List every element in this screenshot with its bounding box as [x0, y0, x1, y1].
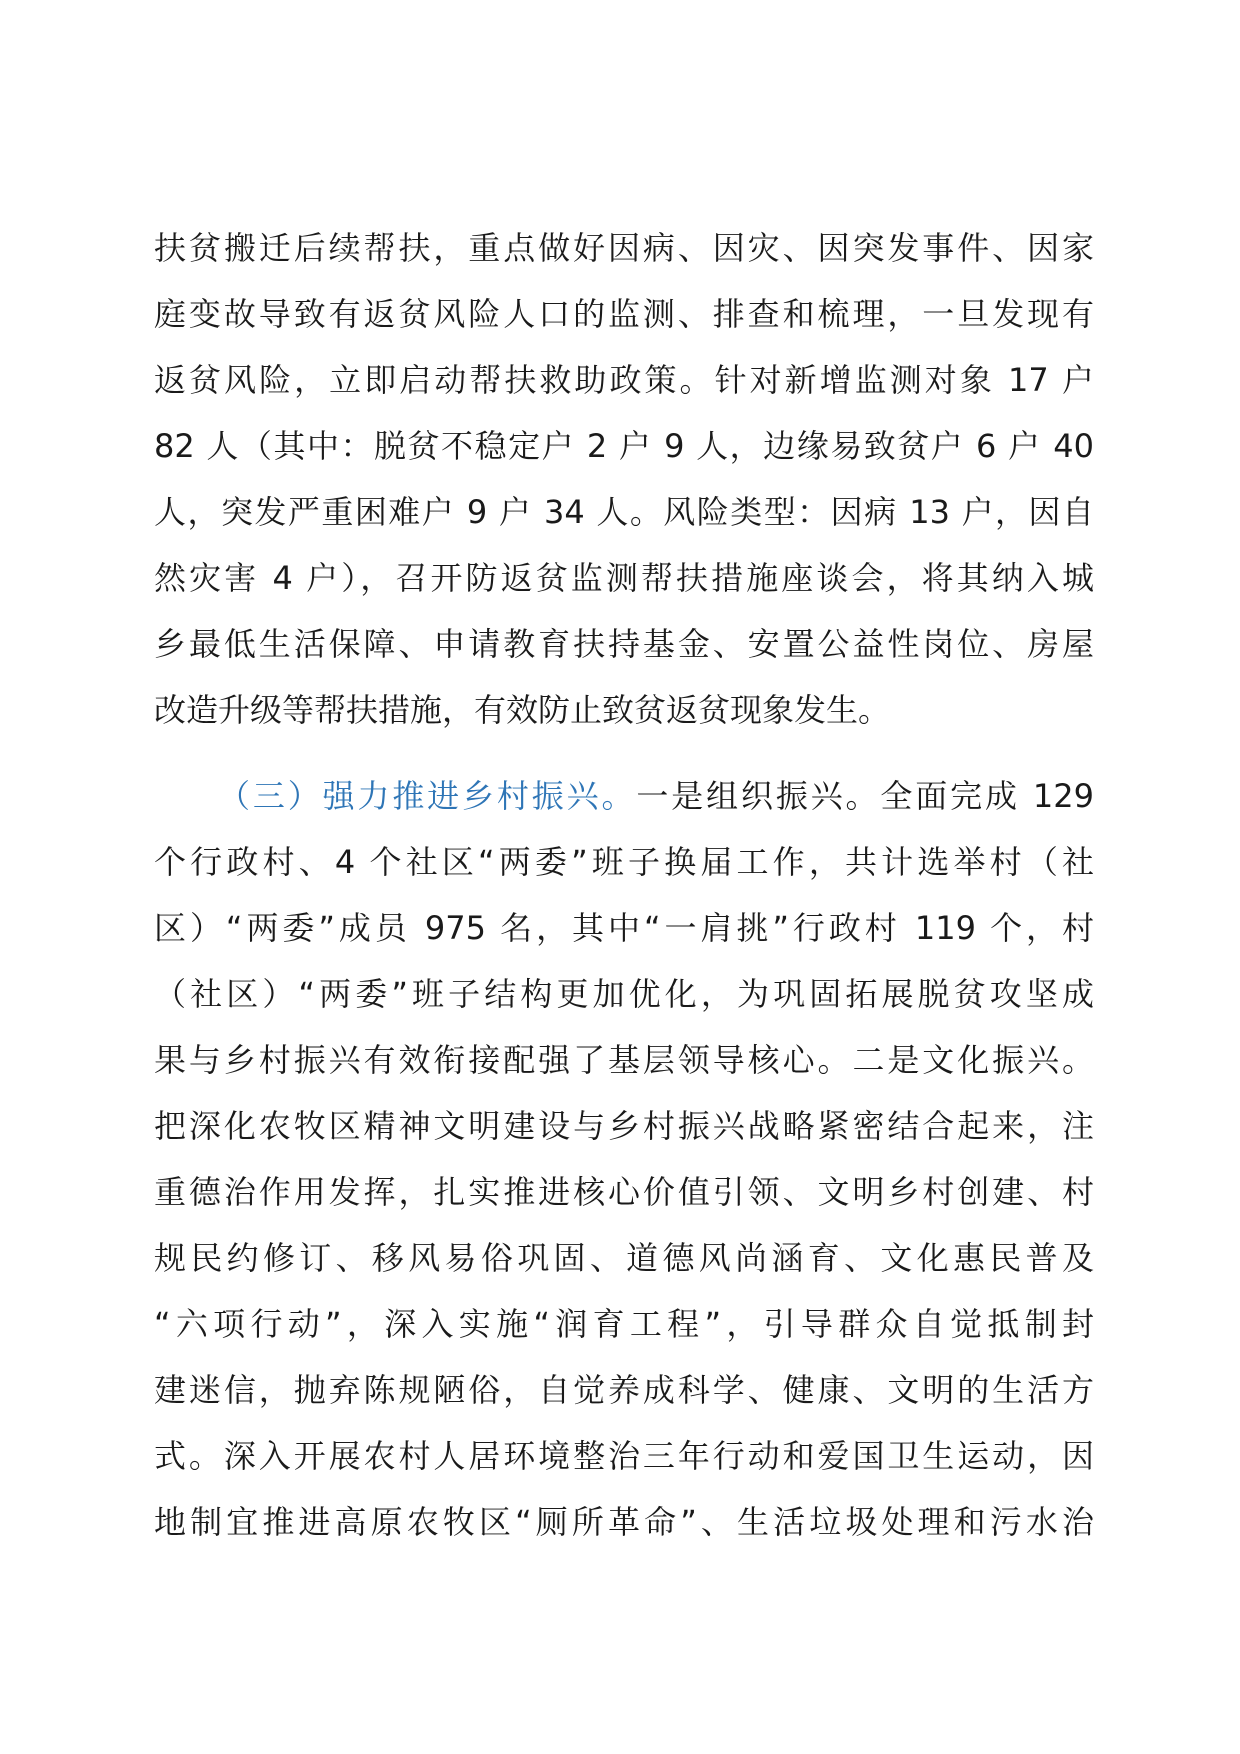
text-line: 人，突发严重困难户 9 户 34 人。风险类型：因病 13 户，因自 — [154, 493, 1094, 531]
document-body — [154, 215, 1094, 1555]
text-run: 一是组织振兴。全面完成 129 — [636, 777, 1094, 815]
text-line: 改造升级等帮扶措施，有效防止致贫返贫现象发生。 — [154, 691, 891, 729]
text-line: 乡最低生活保障、申请教育扶持基金、安置公益性岗位、房屋 — [154, 625, 1094, 663]
text-line: 返贫风险，立即启动帮扶救助政策。针对新增监测对象 17 户 — [154, 361, 1094, 399]
text-line: 区）“两委”成员 975 名，其中“一肩挑”行政村 119 个，村 — [154, 909, 1094, 947]
section-heading: （三）强力推进乡村振兴。 — [218, 777, 637, 815]
text-line: “六项行动”，深入实施“润育工程”，引导群众自觉抵制封 — [154, 1305, 1094, 1343]
text-line: 然灾害 4 户），召开防返贫监测帮扶措施座谈会，将其纳入城 — [154, 559, 1094, 597]
paragraph-1 — [154, 215, 1094, 743]
text-line: 建迷信，抛弃陈规陋俗，自觉养成科学、健康、文明的生活方 — [154, 1371, 1094, 1409]
text-line: 重德治作用发挥，扎实推进核心价值引领、文明乡村创建、村 — [154, 1173, 1094, 1211]
text-line: 把深化农牧区精神文明建设与乡村振兴战略紧密结合起来，注 — [154, 1107, 1094, 1145]
text-line-first — [154, 763, 1094, 829]
text-line: （社区）“两委”班子结构更加优化，为巩固拓展脱贫攻坚成 — [154, 975, 1094, 1013]
paragraph-2 — [154, 763, 1094, 1555]
text-line: 地制宜推进高原农牧区“厕所革命”、生活垃圾处理和污水治 — [154, 1503, 1094, 1541]
text-line: 式。深入开展农村人居环境整治三年行动和爱国卫生运动，因 — [154, 1437, 1094, 1475]
text-line: 果与乡村振兴有效衔接配强了基层领导核心。二是文化振兴。 — [154, 1041, 1094, 1079]
text-line: 规民约修订、移风易俗巩固、道德风尚涵育、文化惠民普及 — [154, 1239, 1094, 1277]
text-line: 个行政村、4 个社区“两委”班子换届工作，共计选举村（社 — [154, 843, 1094, 881]
paragraph-spacer — [154, 743, 1094, 763]
text-line: 扶贫搬迁后续帮扶，重点做好因病、因灾、因突发事件、因家 — [154, 229, 1094, 267]
text-line: 82 人（其中：脱贫不稳定户 2 户 9 人，边缘易致贫户 6 户 40 — [154, 427, 1094, 465]
text-line: 庭变故导致有返贫风险人口的监测、排查和梳理，一旦发现有 — [154, 295, 1094, 333]
